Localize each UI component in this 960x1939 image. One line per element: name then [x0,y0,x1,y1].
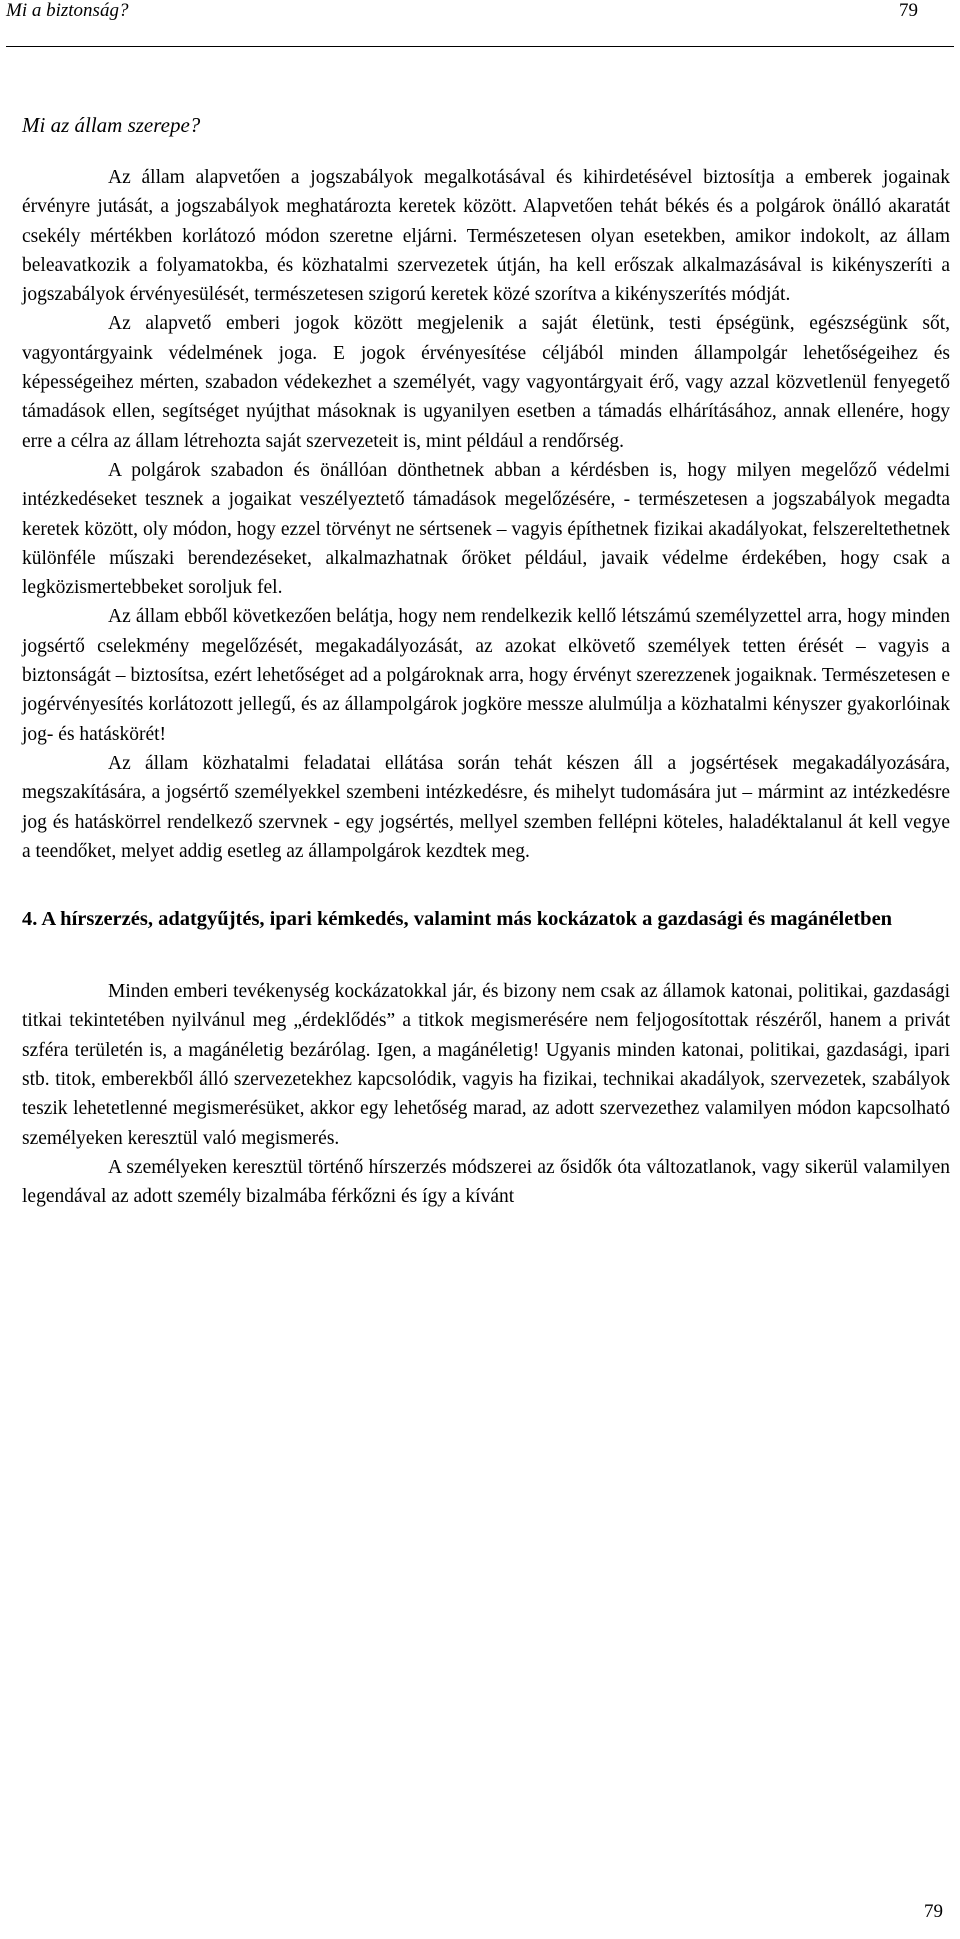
page-content [22,113,950,1212]
subsection-title: Mi az állam szerepe? [22,113,201,137]
header-title: Mi a biztonság? [6,0,129,21]
header-page-number: 79 [899,0,918,21]
section-heading: 4. A hírszerzés, adatgyűjtés, ipari kémkedés, valamint más kockázatok a gazdasági és magánéletben [22,908,893,931]
running-header [6,0,954,47]
body-paragraph: A személyeken keresztül történő hírszerzés módszerei az ősidők óta változatlanok, vagy sikerül valamilyen legendával az adott személy bizalmába férkőzni és így a kívánt [22,1156,950,1208]
body-paragraph: Az alapvető emberi jogok között megjelenik a saját életünk, testi épségünk, egészségünk sőt, vagyontárgyaink védelmének joga. E jogok érvényesítése céljából minden állampolgár lehetőségeihez és képességeihez mérten, szabadon védekezhet a személyét, vagy vagyontárgyait érő, vagy azzal közvetlenül fenyegető támadások ellen, segítséget nyújthat másoknak is ugyanilyen esetben a támadás elhárításához, annak ellenére, hogy erre a célra az állam létrehozta saját szervezeteit is, mint például a rendőrség. [22,313,950,452]
body-paragraph: Az állam alapvetően a jogszabályok megalkotásával és kihirdetésével biztosítja a emberek jogainak érvényre jutását, a jogszabályok meghatározta keretek között. Alapvetően tehát békés és a polgárok önálló akaratát csekély mértékben korlátozó módon szeretne eljárni. Természetesen olyan esetekben, amikor indokolt, az állam beleavatkozik a folyamatokba, és közhatalmi szervezetek útján, ha kell erőszak alkalmazásával is kikényszeríti a jogszabályok érvényesülését, természetesen szigorú keretek közé szorítva a kikényszerítés módját. [22,167,950,306]
body-paragraph: Az állam ebből következően belátja, hogy nem rendelkezik kellő létszámú személyzettel arra, hogy minden jogsértő cselekmény megelőzését, megakadályozását, az azokat elkövető személyek tetten érését – vagyis a biztonságát – biztosítsa, ezért lehetőséget ad a polgároknak arra, hogy érvényt szerezzenek jogaiknak. Természetesen e jogérvényesítés korlátozott jellegű, és az állampolgárok jogköre messze alulmúlja a közhatalmi kényszer gyakorlóinak jog- és hatáskörét! [22,606,950,745]
body-paragraph: Az állam közhatalmi feladatai ellátása során tehát készen áll a jogsértések megakadályozására, megszakítására, a jogsértő személyekkel szembeni intézkedésre, és mihelyt tudomására jut – mármint az intézkedésre jog és hatáskörrel rendelkező szervnek - egy jogsértés, mellyel szemben fellépni köteles, haladéktalanul át kell vegye a teendőket, melyet addig esetleg az állampolgárok kezdtek meg. [22,752,950,862]
body-paragraph: A polgárok szabadon és önállóan dönthetnek abban a kérdésben is, hogy milyen megelőző védelmi intézkedéseket tesznek a jogaikat veszélyeztető támadások megelőzésére, - természetesen a jogszabályok megadta keretek között, oly módon, hogy ezzel törvényt ne sértsenek – vagyis építhetnek fizikai akadályokat, felszereltethetnek különféle műszaki berendezéseket, alkalmazhatnak őröket például, javaik védelme érdekében, hogy csak a legközismertebbeket soroljuk fel. [22,459,950,599]
footer-page-number: 79 [924,1901,943,1922]
body-paragraph: Minden emberi tevékenység kockázatokkal jár, és bizony nem csak az államok katonai, politikai, gazdasági titkai tekintetében nyilvánul meg „érdeklődés” a titkok megismerésére nem feljogosítottak részéről, hanem a privát szféra területén is, a magánéletig bezárólag. Igen, a magánéletig! Ugyanis minden katonai, politikai, gazdasági, ipari stb. titok, emberekből álló szervezetekhez kapcsolódik, vagyis ha fizikai, technikai akadályok, szervezetek, szabályok teszik lehetetlenné megismerésüket, akkor egy lehetőség marad, az adott szervezethez valamilyen módon kapcsolható személyeken keresztül való megismerés. [22,981,950,1149]
